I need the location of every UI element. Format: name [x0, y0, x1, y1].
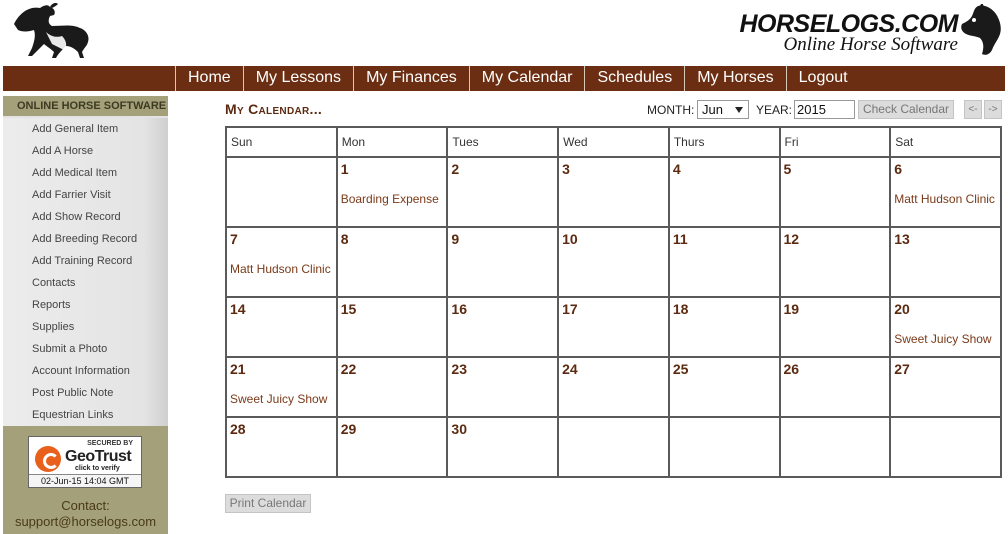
calendar-empty-cell [890, 417, 1001, 477]
sidebar-item-add-general-item[interactable]: Add General Item [32, 123, 119, 135]
day-number: 5 [783, 161, 792, 177]
calendar-event-link[interactable]: Sweet Juicy Show [230, 392, 328, 406]
horse-logo-icon [10, 2, 94, 60]
day-number: 6 [894, 161, 903, 177]
nav-my-finances[interactable]: My Finances [353, 66, 469, 91]
sidebar-heading: ONLINE HORSE SOFTWARE [3, 96, 168, 116]
day-number: 12 [783, 231, 800, 247]
calendar-day-cell[interactable] [447, 227, 558, 297]
calendar-day-cell[interactable] [780, 157, 891, 227]
calendar-event-link[interactable]: Sweet Juicy Show [894, 332, 992, 346]
next-month-button[interactable]: -> [984, 100, 1002, 119]
calendar-grid [225, 126, 1002, 478]
day-number: 27 [894, 361, 910, 377]
seal-click-to-verify: click to verify [75, 465, 120, 472]
sidebar-item-account-information[interactable]: Account Information [32, 365, 130, 377]
day-number: 30 [451, 421, 467, 437]
chevron-down-icon [735, 107, 743, 113]
calendar-empty-cell [780, 417, 891, 477]
nav-my-calendar[interactable]: My Calendar [469, 66, 585, 91]
day-number: 7 [230, 231, 238, 247]
weekday-header: Thurs [669, 127, 780, 157]
nav-schedules[interactable]: Schedules [584, 66, 684, 91]
calendar-day-cell[interactable] [558, 227, 669, 297]
calendar-day-cell[interactable] [669, 227, 780, 297]
year-label: YEAR: [756, 103, 793, 117]
calendar-day-cell[interactable] [669, 297, 780, 357]
calendar-day-cell[interactable] [226, 227, 337, 297]
day-number: 14 [230, 301, 246, 317]
month-select-value: Jun [702, 102, 723, 117]
contact-block [3, 498, 168, 530]
day-number: 23 [451, 361, 467, 377]
calendar-day-cell[interactable] [669, 157, 780, 227]
calendar-week-row [226, 157, 1001, 227]
calendar-week-row [226, 227, 1001, 297]
calendar-day-cell[interactable] [447, 357, 558, 417]
calendar-day-cell[interactable] [226, 417, 337, 477]
sidebar [3, 96, 168, 534]
day-number: 26 [783, 361, 800, 377]
main-nav [3, 66, 1005, 91]
horse-head-icon [958, 4, 1002, 56]
day-number: 18 [672, 301, 689, 317]
weekday-header: Sun [226, 127, 337, 157]
weekday-header: Mon [337, 127, 448, 157]
day-number: 17 [562, 301, 578, 317]
calendar-week-row [226, 297, 1001, 357]
sidebar-item-add-training-record[interactable]: Add Training Record [32, 255, 133, 267]
calendar-day-cell[interactable] [558, 357, 669, 417]
sidebar-footer [3, 426, 168, 534]
sidebar-item-add-a-horse[interactable]: Add A Horse [32, 145, 94, 157]
calendar-day-cell[interactable] [337, 227, 448, 297]
sidebar-item-submit-a-photo[interactable]: Submit a Photo [32, 343, 108, 355]
calendar-day-cell[interactable] [890, 357, 1001, 417]
calendar-day-cell[interactable] [780, 357, 891, 417]
sidebar-item-add-farrier-visit[interactable]: Add Farrier Visit [32, 189, 111, 201]
calendar-day-cell[interactable] [226, 297, 337, 357]
day-number: 10 [562, 231, 578, 247]
day-number: 20 [894, 301, 910, 317]
print-calendar-button[interactable]: Print Calendar [225, 494, 311, 513]
sidebar-item-post-public-note[interactable]: Post Public Note [32, 387, 114, 399]
brand-block [739, 4, 1002, 62]
weekday-header: Sat [890, 127, 1001, 157]
calendar-day-cell[interactable] [337, 297, 448, 357]
day-number: 2 [451, 161, 460, 177]
weekday-header: Tues [447, 127, 558, 157]
calendar-day-cell[interactable] [226, 357, 337, 417]
day-number: 29 [340, 421, 357, 437]
geotrust-seal[interactable] [28, 436, 142, 488]
day-number: 9 [451, 231, 460, 247]
month-label: MONTH: [647, 103, 695, 117]
day-number: 3 [562, 161, 570, 177]
brand-name: HORSELOGS.COM [739, 10, 958, 38]
day-number: 13 [894, 231, 910, 247]
day-number: 8 [340, 231, 349, 247]
calendar-week-row [226, 357, 1001, 417]
calendar-day-cell[interactable] [447, 297, 558, 357]
prev-month-button[interactable]: <- [964, 100, 982, 119]
nav-home[interactable]: Home [175, 66, 243, 91]
calendar-day-cell[interactable] [558, 157, 669, 227]
sidebar-item-add-breeding-record[interactable]: Add Breeding Record [32, 233, 138, 245]
calendar-day-cell[interactable] [669, 357, 780, 417]
calendar-empty-cell [558, 417, 669, 477]
sidebar-item-add-medical-item[interactable]: Add Medical Item [32, 167, 117, 179]
calendar-day-cell[interactable] [890, 227, 1001, 297]
calendar-day-cell[interactable] [447, 417, 558, 477]
day-number: 16 [451, 301, 467, 317]
nav-my-lessons[interactable]: My Lessons [243, 66, 353, 91]
sidebar-item-contacts[interactable]: Contacts [32, 277, 76, 289]
calendar-event-link[interactable]: Matt Hudson Clinic [230, 262, 331, 276]
calendar-event-link[interactable]: Matt Hudson Clinic [894, 192, 995, 206]
calendar-day-cell[interactable] [780, 297, 891, 357]
day-number: 15 [340, 301, 357, 317]
calendar-day-cell[interactable] [780, 227, 891, 297]
day-number: 22 [340, 361, 357, 377]
day-number: 19 [783, 301, 800, 317]
sidebar-menu [3, 118, 168, 426]
contact-email-link[interactable]: support@horselogs.com [14, 514, 157, 529]
day-number: 21 [230, 361, 246, 377]
year-input[interactable] [794, 100, 855, 119]
nav-logout[interactable]: Logout [786, 66, 860, 91]
brand-tagline: Online Horse Software [783, 34, 958, 55]
day-number: 28 [230, 421, 246, 437]
sidebar-item-equestrian-links[interactable]: Equestrian Links [32, 409, 114, 421]
day-number: 24 [562, 361, 578, 377]
nav-my-horses[interactable]: My Horses [684, 66, 785, 91]
seal-secured-by: SECURED BY [87, 440, 133, 447]
contact-label: Contact: [61, 498, 110, 513]
calendar-day-cell[interactable] [337, 357, 448, 417]
day-number: 11 [672, 231, 688, 247]
calendar-day-cell[interactable] [337, 157, 448, 227]
seal-brand: GeoTrust [65, 448, 132, 465]
calendar-day-cell[interactable] [558, 297, 669, 357]
month-select[interactable] [697, 100, 749, 119]
calendar-empty-cell [669, 417, 780, 477]
calendar-day-cell[interactable] [447, 157, 558, 227]
calendar-day-cell[interactable] [890, 157, 1001, 227]
day-number: 25 [672, 361, 689, 377]
sidebar-item-supplies[interactable]: Supplies [32, 321, 75, 333]
seal-date: 02-Jun-15 14:04 GMT [29, 474, 141, 487]
geotrust-logo-icon [35, 446, 61, 472]
check-calendar-button[interactable]: Check Calendar [858, 100, 954, 119]
day-number: 1 [340, 161, 349, 177]
calendar-day-cell[interactable] [890, 297, 1001, 357]
page-title: My Calendar... [225, 101, 323, 117]
sidebar-item-reports[interactable]: Reports [32, 299, 71, 311]
calendar-event-link[interactable]: Boarding Expense [340, 192, 439, 206]
day-number: 4 [672, 161, 681, 177]
weekday-header: Wed [558, 127, 669, 157]
calendar-week-row [226, 417, 1001, 477]
weekday-header: Fri [780, 127, 891, 157]
sidebar-item-add-show-record[interactable]: Add Show Record [32, 211, 121, 223]
calendar-empty-cell [226, 157, 337, 227]
calendar-day-cell[interactable] [337, 417, 448, 477]
